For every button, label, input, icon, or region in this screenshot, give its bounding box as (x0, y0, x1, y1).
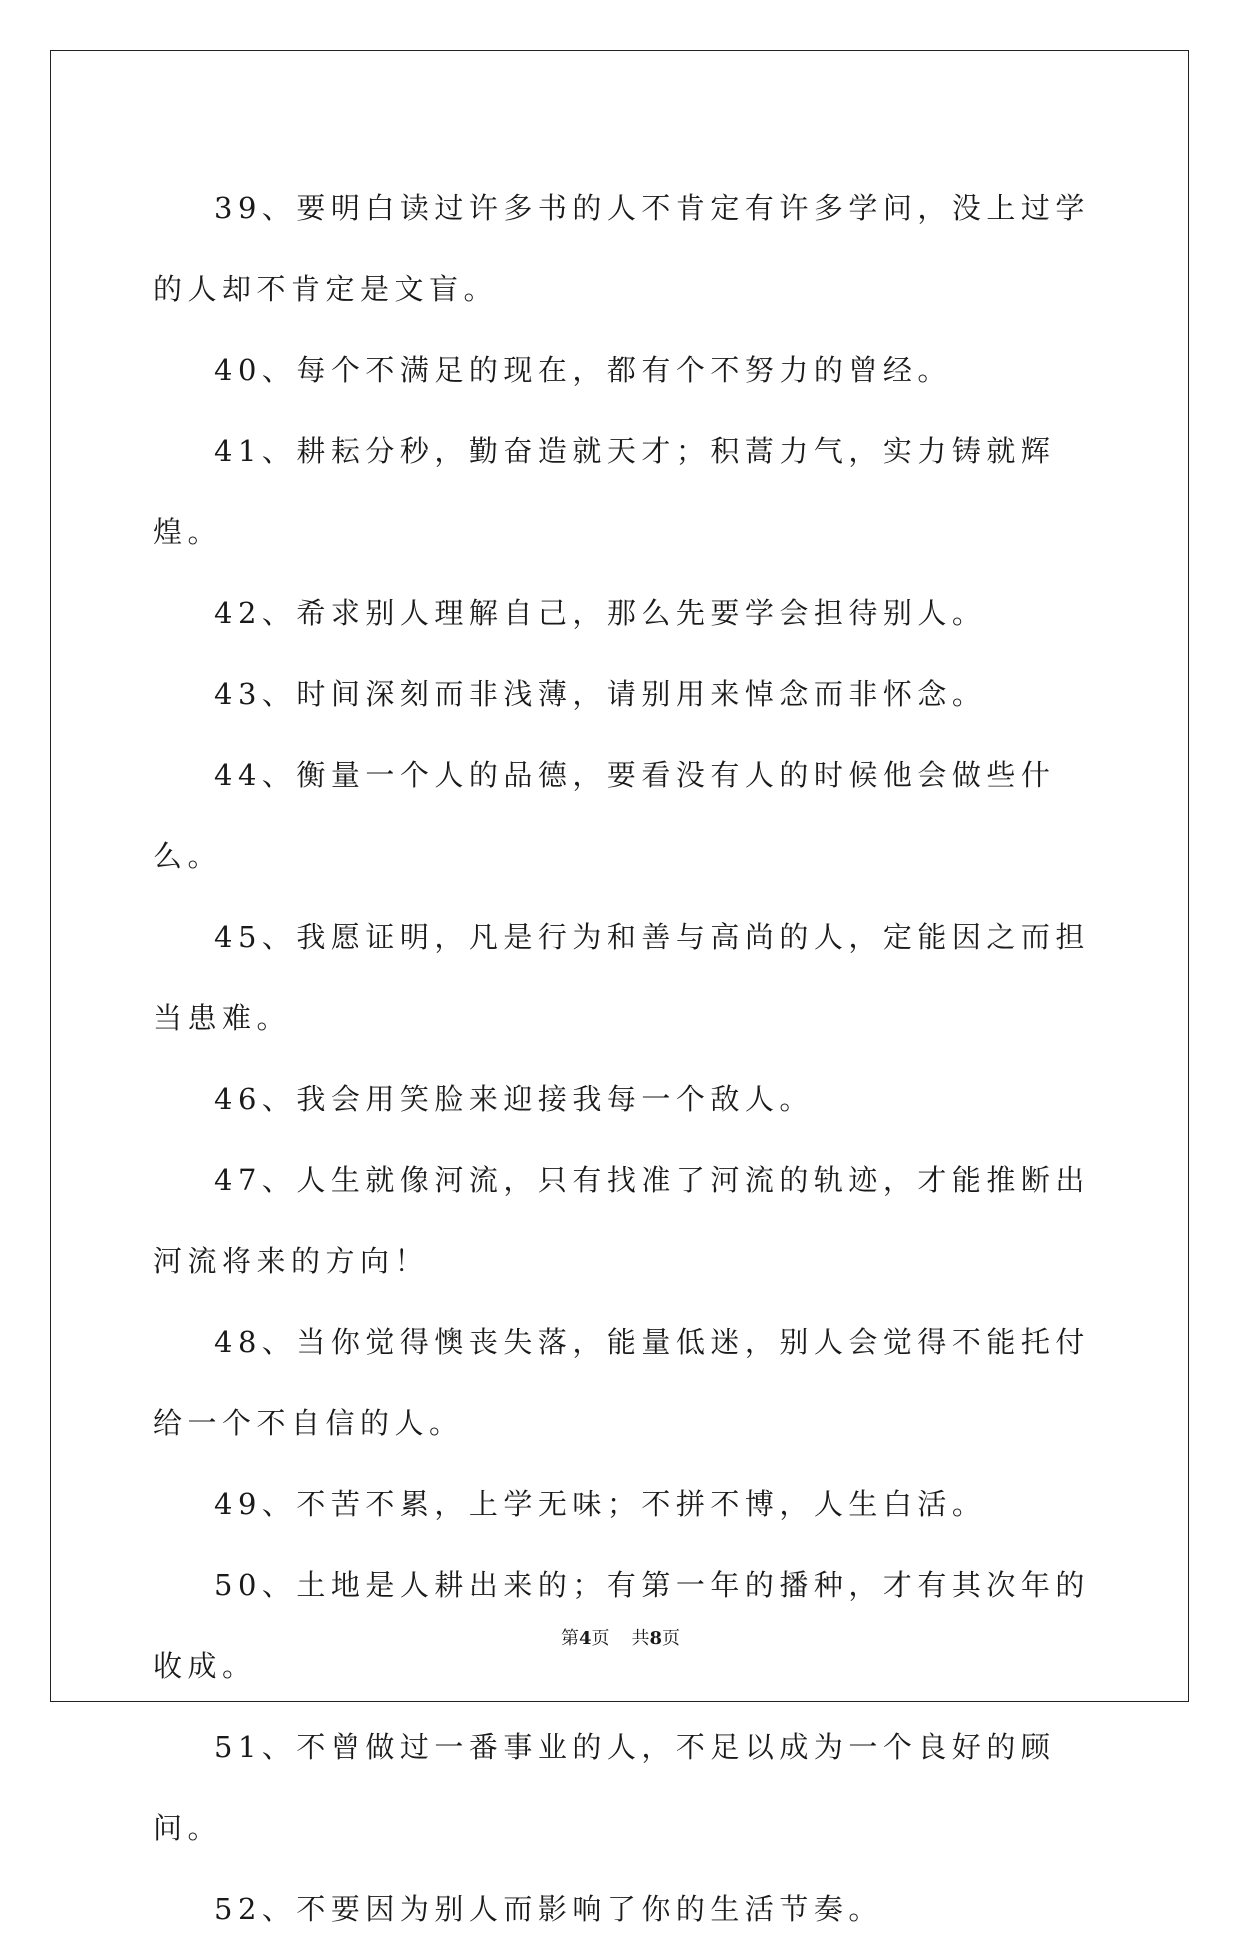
page-suffix: 页 (591, 1628, 610, 1649)
quote-paragraph: 42、希求别人理解自己，那么先要学会担待别人。 (214, 596, 987, 630)
quote-paragraph: 52、不要因为别人而影响了你的生活节奏。 (214, 1892, 883, 1926)
quote-paragraph: 44、衡量一个人的品德，要看没有人的时候他会做些什么。 (153, 758, 1056, 873)
quote-paragraph: 40、每个不满足的现在，都有个不努力的曾经。 (214, 353, 952, 387)
quote-paragraph: 46、我会用笑脸来迎接我每一个敌人。 (214, 1082, 814, 1116)
quote-paragraph: 47、人生就像河流，只有找准了河流的轨迹，才能推断出河流将来的方向！ (153, 1163, 1090, 1278)
quote-paragraph: 49、不苦不累，上学无味；不拼不博，人生白活。 (214, 1487, 987, 1521)
quote-paragraph: 45、我愿证明，凡是行为和善与高尚的人，定能因之而担当患难。 (153, 920, 1090, 1035)
quote-paragraph: 48、当你觉得懊丧失落，能量低迷，别人会觉得不能托付给一个不自信的人。 (153, 1325, 1090, 1440)
quote-paragraph: 43、时间深刻而非浅薄，请别用来悼念而非怀念。 (214, 677, 987, 711)
total-prefix: 共 (631, 1628, 650, 1649)
total-suffix: 页 (662, 1628, 681, 1649)
quote-paragraph: 41、耕耘分秒，勤奋造就天才；积蒿力气，实力铸就辉煌。 (153, 434, 1056, 549)
quote-paragraph: 39、要明白读过许多书的人不肯定有许多学问，没上过学的人却不肯定是文盲。 (153, 191, 1090, 306)
page-prefix: 第 (560, 1628, 579, 1649)
current-page-number: 4 (578, 1628, 592, 1649)
quote-paragraph: 51、不曾做过一番事业的人，不足以成为一个良好的顾问。 (153, 1730, 1056, 1845)
quote-paragraph: 50、土地是人耕出来的；有第一年的播种，才有其次年的收成。 (153, 1568, 1090, 1683)
document-body (153, 168, 1098, 1950)
total-page-number: 8 (649, 1628, 663, 1649)
page-footer (0, 1628, 1241, 1650)
